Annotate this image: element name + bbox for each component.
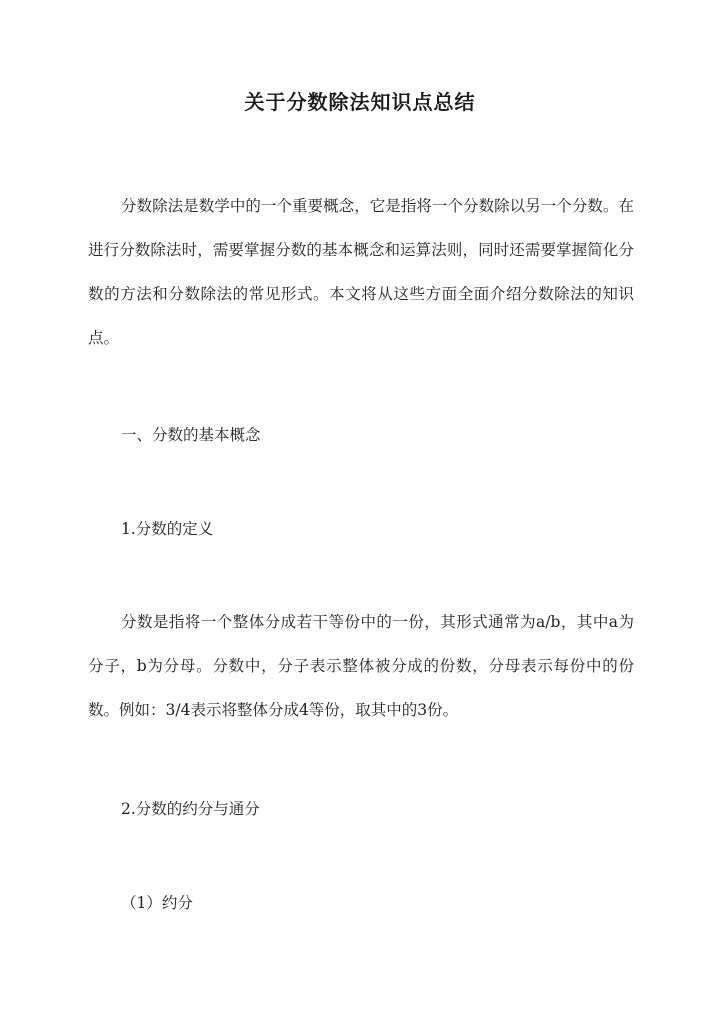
definition-paragraph: 分数是指将一个整体分成若干等份中的一份，其形式通常为a/b，其中a为分子，b为分母。分数中，分子表示整体被分成的份数，分母表示每份中的份数。例如：3/4表示将整体分成4等份，取其中的3份。 xyxy=(88,613,634,719)
subsection-heading-definition: 1.分数的定义 xyxy=(121,520,214,538)
subsection-heading-reduction: 2.分数的约分与通分 xyxy=(121,800,260,818)
document-title: 关于分数除法知识点总结 xyxy=(244,90,476,114)
item-heading-reduce: （1）约分 xyxy=(121,894,193,912)
section-heading-basic-concept: 一、分数的基本概念 xyxy=(121,426,261,444)
intro-paragraph: 分数除法是数学中的一个重要概念，它是指将一个分数除以另一个分数。在进行分数除法时，需要掌握分数的基本概念和运算法则，同时还需要掌握简化分数的方法和分数除法的常见形式。本文将从这些方面全面介绍分数除法的知识点。 xyxy=(88,197,634,347)
